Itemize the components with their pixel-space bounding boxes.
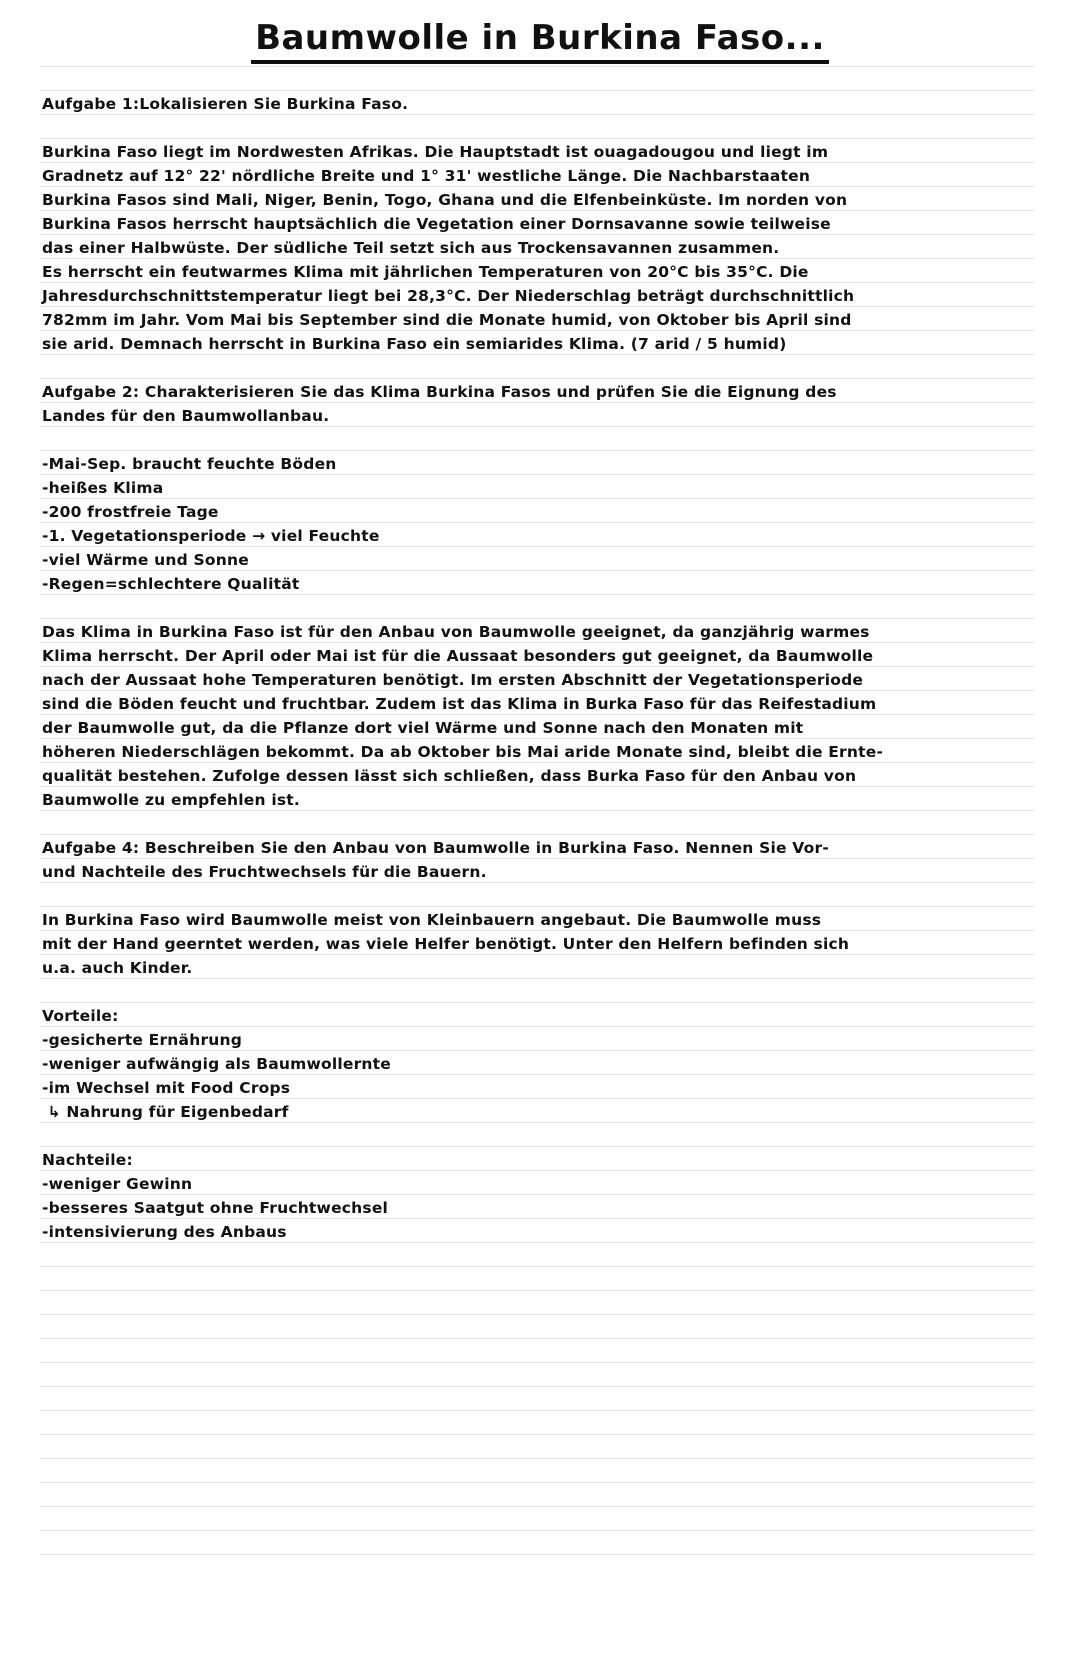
list-item: ↳ Nahrung für Eigenbedarf xyxy=(42,1103,289,1121)
spacer xyxy=(42,116,1032,140)
spacer xyxy=(42,980,1032,1004)
page-title-text: Baumwolle in Burkina Faso... xyxy=(251,18,829,64)
list-item: -200 frostfreie Tage xyxy=(42,503,219,521)
text-line: 782mm im Jahr. Vom Mai bis September sind die Monate humid, von Oktober bis April sind xyxy=(42,311,852,329)
text-line: Es herrscht ein feutwarmes Klima mit jährlichen Temperaturen von 20°C bis 35°C. Die xyxy=(42,263,809,281)
text-line: Burkina Fasos sind Mali, Niger, Benin, Togo, Ghana und die Elfenbeinküste. Im norden von xyxy=(42,191,848,209)
spacer xyxy=(42,596,1032,620)
task4-heading xyxy=(42,836,1032,884)
advantages-list xyxy=(42,1028,1032,1124)
text-line: Gradnetz auf 12° 22' nördliche Breite und 1° 31' westliche Länge. Die Nachbarstaaten xyxy=(42,167,811,185)
task2-heading xyxy=(42,380,1032,428)
text-line: sie arid. Demnach herrscht in Burkina Faso ein semiarides Klima. (7 arid / 5 humid) xyxy=(42,335,787,353)
page-title xyxy=(0,18,1080,64)
spacer xyxy=(42,812,1032,836)
advantages-label: Vorteile: xyxy=(42,1007,119,1025)
list-item: -intensivierung des Anbaus xyxy=(42,1223,287,1241)
list-item: -besseres Saatgut ohne Fruchtwechsel xyxy=(42,1199,389,1217)
text-line: Jahresdurchschnittstemperatur liegt bei 28,3°C. Der Niederschlag beträgt durchschnittlich xyxy=(42,287,855,305)
task4-paragraph xyxy=(42,908,1032,980)
list-item: -weniger Gewinn xyxy=(42,1175,193,1193)
spacer xyxy=(42,356,1032,380)
text-line: Baumwolle zu empfehlen ist. xyxy=(42,791,300,809)
text-line: höheren Niederschlägen bekommt. Da ab Oktober bis Mai aride Monate sind, bleibt die Ernte- xyxy=(42,743,884,761)
list-item: -gesicherte Ernährung xyxy=(42,1031,243,1049)
text-line: Klima herrscht. Der April oder Mai ist für die Aussaat besonders gut geeignet, da Baumwolle xyxy=(42,647,874,665)
list-item: -1. Vegetationsperiode → viel Feuchte xyxy=(42,527,380,545)
text-line: qualität bestehen. Zufolge dessen lässt sich schließen, dass Burka Faso für den Anbau von xyxy=(42,767,857,785)
task2-paragraph xyxy=(42,620,1032,812)
task2-bullet-list xyxy=(42,452,1032,596)
disadvantages-list xyxy=(42,1172,1032,1244)
text-line: nach der Aussaat hohe Temperaturen benötigt. Im ersten Abschnitt der Vegetationsperiode xyxy=(42,671,864,689)
text-line: mit der Hand geerntet werden, was viele Helfer benötigt. Unter den Helfern befinden sich xyxy=(42,935,850,953)
text-line: der Baumwolle gut, da die Pflanze dort viel Wärme und Sonne nach den Monaten mit xyxy=(42,719,804,737)
list-item: -weniger aufwängig als Baumwollernte xyxy=(42,1055,391,1073)
text-line: Burkina Fasos herrscht hauptsächlich die Vegetation einer Dornsavanne sowie teilweise xyxy=(42,215,831,233)
text-line: und Nachteile des Fruchtwechsels für die Bauern. xyxy=(42,863,487,881)
text-line: Aufgabe 2: Charakterisieren Sie das Klima Burkina Fasos und prüfen Sie die Eignung des xyxy=(42,383,837,401)
spacer xyxy=(42,428,1032,452)
spacer xyxy=(42,884,1032,908)
list-item: -viel Wärme und Sonne xyxy=(42,551,249,569)
task1-heading: Aufgabe 1:Lokalisieren Sie Burkina Faso. xyxy=(42,95,409,113)
text-line: Aufgabe 4: Beschreiben Sie den Anbau von Baumwolle in Burkina Faso. Nennen Sie Vor- xyxy=(42,839,829,857)
list-item: -Regen=schlechtere Qualität xyxy=(42,575,300,593)
task1-answer xyxy=(42,140,1032,356)
text-line: sind die Böden feucht und fruchtbar. Zudem ist das Klima in Burka Faso für das Reifestadium xyxy=(42,695,877,713)
text-line: u.a. auch Kinder. xyxy=(42,959,193,977)
disadvantages-label: Nachteile: xyxy=(42,1151,133,1169)
text-line: Burkina Faso liegt im Nordwesten Afrikas. Die Hauptstadt ist ouagadougou und liegt im xyxy=(42,143,829,161)
text-line: Das Klima in Burkina Faso ist für den Anbau von Baumwolle geeignet, da ganzjährig warmes xyxy=(42,623,870,641)
text-line: In Burkina Faso wird Baumwolle meist von Kleinbauern angebaut. Die Baumwolle muss xyxy=(42,911,822,929)
document-body xyxy=(42,92,1032,1244)
list-item: -Mai-Sep. braucht feuchte Böden xyxy=(42,455,337,473)
list-item: -heißes Klima xyxy=(42,479,164,497)
list-item: -im Wechsel mit Food Crops xyxy=(42,1079,291,1097)
text-line: das einer Halbwüste. Der südliche Teil setzt sich aus Trockensavannen zusammen. xyxy=(42,239,780,257)
spacer xyxy=(42,1124,1032,1148)
text-line: Landes für den Baumwollanbau. xyxy=(42,407,330,425)
